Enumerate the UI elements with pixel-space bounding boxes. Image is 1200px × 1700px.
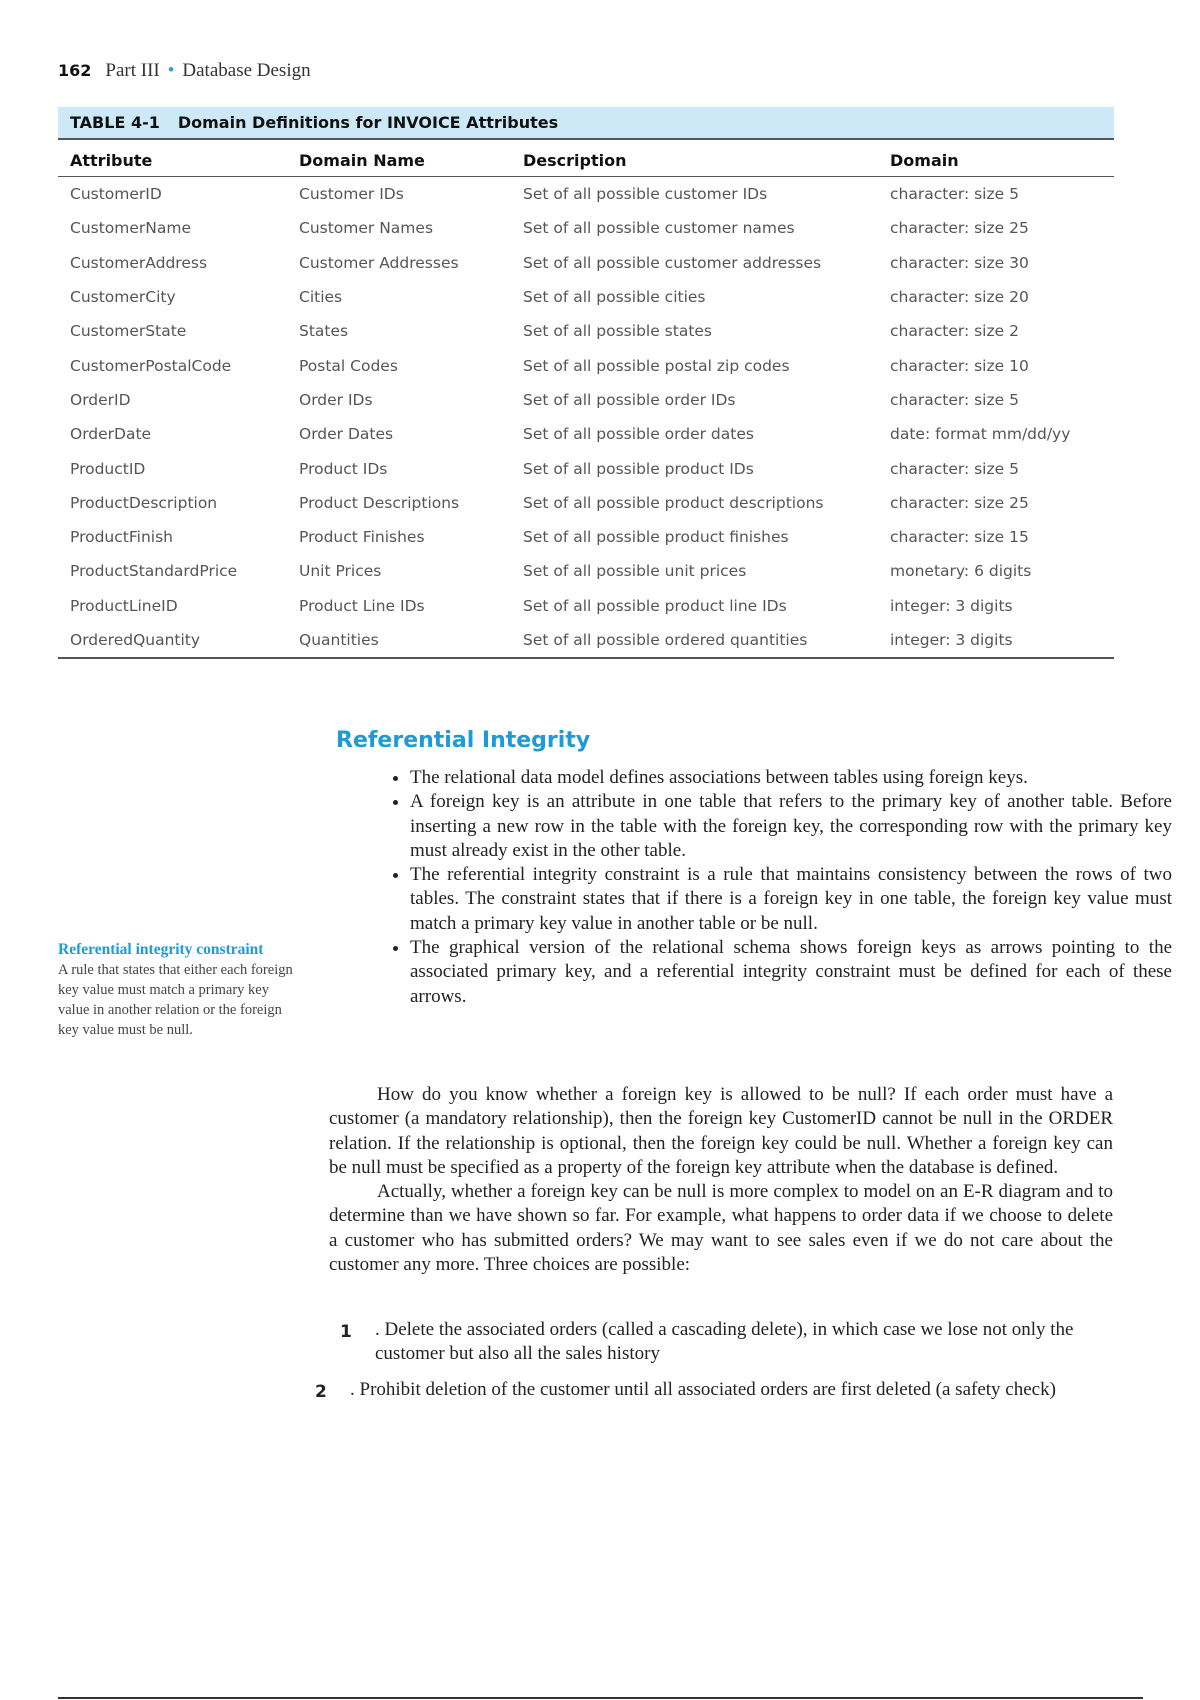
section-title: Referential Integrity [336,728,591,753]
table-cell: character: size 2 [890,322,1019,341]
table-cell: Set of all possible customer names [523,219,795,238]
table-cell: Set of all possible product descriptions [523,493,824,512]
page-number: 162 [58,61,92,80]
table-cell: character: size 5 [890,459,1019,478]
item-text: . Prohibit deletion of the customer until all associated orders are first deleted (a safety check) [350,1379,1056,1400]
table-row [58,417,1114,451]
table-cell: ProductStandardPrice [70,562,238,581]
running-header [58,60,311,82]
table-cell: Set of all possible cities [523,288,706,307]
table-cell: OrderID [70,390,131,409]
table-cell: ProductDescription [70,493,218,512]
numbered-item [315,1378,1080,1402]
table-cell: CustomerName [70,219,192,238]
section-label: Database Design [182,60,311,81]
table-cell: ProductLineID [70,596,178,615]
table-cell: Set of all possible ordered quantities [511,623,878,658]
table-cell: CustomerPostalCode [70,356,232,375]
table-row [58,280,1114,314]
table-row [58,314,1114,348]
table-row [58,177,1114,212]
table-cell: character: size 5 [890,185,1019,204]
table-cell: Set of all possible order IDs [523,390,736,409]
table-cell: Unit Prices [299,562,382,581]
table-cell: date: format mm/dd/yy [890,425,1071,444]
table-cell: ProductID [70,459,146,478]
table-row [58,451,1114,485]
table-cell: Set of all possible customer addresses [523,253,822,272]
table-cell: Set of all possible postal zip codes [523,356,790,375]
table-row [58,623,1114,658]
table-cell: CustomerState [70,322,187,341]
column-header: Domain Name [287,140,511,177]
table-row [58,589,1114,623]
table-title: Domain Definitions for INVOICE Attributes [177,113,559,132]
table-row [58,383,1114,417]
table-cell: Postal Codes [299,356,398,375]
paragraph: Actually, whether a foreign key can be null is more complex to model on an E-R diagram and to determine than we have shown so far. For example, what happens to order data if we choose to delete a customer who has submitted orders? We may want to see sales even if we do not care about the customer any more. Three choices are possible: [329,1181,1113,1276]
table-cell: Quantities [287,623,511,658]
bullet-list [370,766,1172,1009]
table-cell: CustomerAddress [70,253,208,272]
item-number: 2 [315,1382,327,1402]
table-cell: Set of all possible product IDs [523,459,754,478]
table-cell: Order Dates [299,425,394,444]
table-cell: character: size 10 [890,356,1029,375]
table-cell: Product Descriptions [299,493,460,512]
table-row [58,211,1114,245]
table-header-row [58,140,1114,177]
table-cell: character: size 25 [890,219,1029,238]
table-row [58,486,1114,520]
table-cell: integer: 3 digits [890,596,1013,615]
part-label: Part III [105,60,160,81]
footer-divider [58,1697,1143,1699]
column-header: Domain [878,140,1114,177]
bullet-item: • The referential integrity constraint is a rule that maintains consistency between the rows of two tables. The constraint states that if there is a foreign key in one table, the foreign key value must match a primary key value in another table or be null. [410,863,1172,936]
item-number: 1 [340,1322,352,1342]
bullet-item: • A foreign key is an attribute in one table that refers to the primary key of another table. Before inserting a new row in the table with the foreign key, the corresponding row with the primary key must already exist in the other table. [410,790,1172,863]
table-row [58,246,1114,280]
table-cell: Product IDs [299,459,388,478]
table-cell: character: size 5 [890,390,1019,409]
table-cell: OrderDate [70,425,152,444]
bullet-item: • The relational data model defines associations between tables using foreign keys. [410,766,1172,790]
column-header: Attribute [58,140,287,177]
table-row [58,554,1114,588]
paragraph: How do you know whether a foreign key is allowed to be null? If each order must have a customer (a mandatory relationship), then the foreign key CustomerID cannot be null in the ORDER relation. If the relationship is optional, then the foreign key could be null. Whether a foreign key can be null must be specified as a property of the foreign key attribute when the database is defined. [329,1084,1113,1178]
table-cell: Set of all possible product line IDs [523,596,787,615]
table-cell: Set of all possible customer IDs [523,185,768,204]
domain-table [58,107,1114,659]
table-cell: Set of all possible product finishes [523,528,789,547]
table-row [58,520,1114,554]
table-cell: character: size 15 [890,528,1029,547]
table-cell: ProductFinish [70,528,173,547]
definition-term: Referential integrity constraint [58,941,264,958]
body-text [329,1083,1113,1277]
bullet-item: • The graphical version of the relational schema shows foreign keys as arrows pointing to the associated primary key, and a referential integrity constraint must be defined for each of these arrows. [410,936,1172,1009]
definition-text: A rule that states that either each foreign key value must match a primary key value in another relation or the foreign key value must be null. [58,962,293,1038]
numbered-item [340,1318,1115,1367]
table-cell: character: size 30 [890,253,1029,272]
table-cell: monetary: 6 digits [890,562,1032,581]
table-cell: Set of all possible order dates [523,425,754,444]
table-label: TABLE 4-1 [70,113,160,132]
table-cell: Customer IDs [299,185,404,204]
column-header: Description [511,140,878,177]
table-row [58,348,1114,382]
table-cell: Order IDs [299,390,373,409]
table-cell: integer: 3 digits [878,623,1114,658]
table-cell: OrderedQuantity [58,623,287,658]
margin-definition [58,940,298,1040]
table-cell: Customer Addresses [299,253,459,272]
table-cell: CustomerCity [70,288,176,307]
table-cell: character: size 25 [890,493,1029,512]
table-cell: Cities [299,288,343,307]
bullet-separator-icon: • [167,60,175,81]
table-cell: Customer Names [299,219,434,238]
table-cell: CustomerID [70,185,162,204]
table-cell: Set of all possible states [523,322,713,341]
table-cell: Set of all possible unit prices [523,562,747,581]
item-text: . Delete the associated orders (called a cascading delete), in which case we lose not only the customer but also all the sales history [375,1319,1074,1365]
table-cell: Product Finishes [299,528,425,547]
table-cell: Product Line IDs [299,596,425,615]
table-caption [58,107,1114,140]
table-cell: States [299,322,349,341]
table-cell: character: size 20 [890,288,1029,307]
